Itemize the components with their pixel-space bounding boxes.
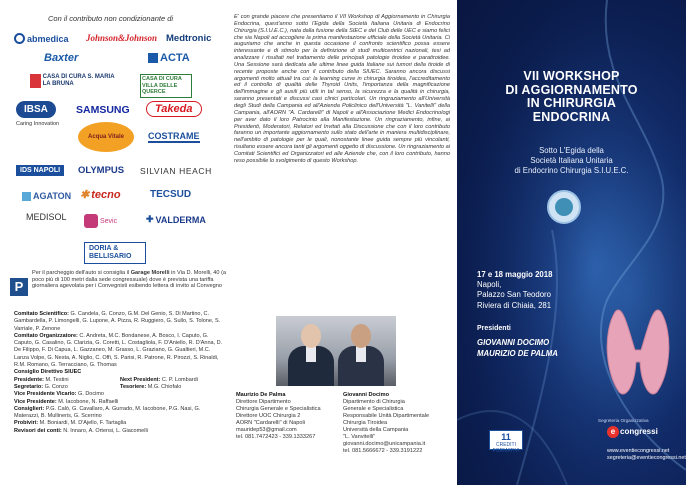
logo-costrame: COSTRAME [148,131,200,141]
logo-tecno: ✱ tecno [80,188,121,201]
organizing-committee: Comitato Organizzatore: C. Andreta, M.C. Bondanese, A. Bosco, I. Caputo, G. Caputo, G. Casalino, G. Clarizia, G. Coretti, L. Costagliola, F. D'Aniello, R. D'Anna, D. De Filippo, F. Di Capua, L. Gazzaneo, M. Grasso, L. Graziano, G. Gualtieri, M.C. Lanza Volpe, G. Nesta, A. Niglio, C. Offi, S. Parisi, R. Patrone, R. Pirozzi, S. Rinaldi, R.M. Romano, G. Terracciano, G. Thomas [14,332,223,369]
logo-acqua-vitale: Acqua Vitale [78,122,134,152]
logo-caring-innovation: Caring Innovation [16,121,60,127]
presidents-photo [276,316,396,386]
intro-text: E' con grande piacere che presentiamo il VII Workshop di Aggiornamento in Chirurgia Endocrina, quest'anno sotto l'Egida della Società Italiana Unitaria di Endocrino Chirurgia (S.I.U.E.C.), nata dalla fusione della SIEC e del Club delle UEC e siamo felici che sia Napoli ad accogliere la prima manifestazione ufficiale della Società Unitaria. Ci auguriamo che anche in questa occasione il confronto scientifico possa essere interessante e di stimolo per la definizione di studi multicentrici nazionali, tesi ad analizzare i risultati nel trattamento delle principali patologie tiroidee e paratiroidee. Una Sessione sarà dedicata alle ultime linee guida Italiane sui tumori della tiroide di recente proposte anche con il contributo della SIUEC. Saranno ancora discussi argomenti molto attuali tra cui: la learning curve in chirurgia tiroidea, l'accreditamento ed il controllo di qualità delle Thyroid Units, l'importanza della magnificazione dell'immagine e gli ausili più utili in tal senso, la sicurezza e la qualità in chirurgia, saranno presentati e discussi casi clinici particolari. Un ringraziamento all'Università degli Studi della Campania ed all'Azienda Policlinico dell'Università "L. Vanitelli" della Campania, all'AORN "A. Cardarelli" di Napoli e all'Associazione Medici Endocrinologi per aver dato il loro Patrocinio alla Manifestazione. Un ringraziamento, infine, ai Presidenti, Moderatori, Relatori ed Invitati alla Discussione che con il loro contributo faranno un importante aggiornamento sullo stato dell'arte in maniera multidisciplinare, nell'ambito di patologie per le quali, nonostante linee guida sempre più vincolanti, risultano essere ancora tanti gli argomenti oggetto di discussione. Un ringraziamento ai Comitati Scientifici ed Organizzatori ed alle Aziende che, con il loro contributo, hanno reso possibile lo svolgimento di questo Workshop. [234,14,450,164]
logo-villa-querce: CASA DI CURA VILLA DELLE QUERCE [140,74,192,98]
logo-olympus: OLYMPUS [78,165,125,176]
presidents-label: Presidenti [477,325,511,332]
workshop-title: VII WORKSHOP DI AGGIORNAMENTO IN CHIRURGIA ENDOCRINA [505,69,638,124]
logo-johnson: Johnson&Johnson [86,33,158,43]
presidents-names: GIOVANNI DOCIMO MAURIZIO DE PALMA [477,338,558,358]
egida-subtitle: Sotto L'Egida della Società Italiana Unitaria di Endocrino Chirurgia S.I.U.E.C. [514,146,629,175]
cover-panel [457,0,686,485]
scientific-committee: Comitato Scientifico: G. Candela, G. Conzo, G.M. Del Genio, S. Di Martino, C. Gambardella, P. Limongelli, G. Lupone, A. Pizza, R. Ruggiero, G. Sullo, S. Tolone, S. Varriale, P. Zenone [14,311,221,332]
council-next-president: Next President: C. P. Lombardi [120,376,198,383]
logo-samsung: SAMSUNG [76,104,130,116]
committees-section [14,311,226,435]
logo-sevic: Sevic [84,214,117,228]
left-panel [0,0,228,485]
council-councillors: Consiglieri: P.G. Calò, G. Cavallaro, A. Gurrado, M. Iacobone, P.G. Nasi, G. Materazzi, B. Mullineris, G. Scerrino [14,405,201,420]
logo-acta: ACTA [148,52,190,64]
council-secretary: Segretario: G. Conzo [14,383,68,390]
logo-takeda: Takeda [146,101,202,117]
parking-info [6,270,228,306]
logo-valderma: ✚ VALDERMA [146,214,206,225]
logo-agaton: AGATON [22,191,71,201]
logo-baxter: Baxter [44,52,79,64]
council-proboviri: Probiviri: M. Boniardi, M. D'Ajello, F. Tartaglia [14,420,127,427]
person-right [338,324,384,386]
parking-icon: P [10,278,28,296]
logo-ids-napoli: IDS NAPOLI [16,165,64,176]
logo-santa-maria: CASA DI CURA S. MARIA LA BRUNA [30,74,122,88]
bio-de-palma: Maurizio De Palma Direttore Dipartimento Chirurgia Generale e Specialistica Direttore UOC Chirurgia 2 AORN "Cardarelli" di Napoli mauridep53@gmail.com tel. 081.7472423 - 339.1333267 [236,392,321,440]
middle-panel [228,0,457,485]
ecm-credits-badge: 11 CREDITI FORMATIVI [489,430,523,450]
organizer-label: Segreteria Organizzativa [598,418,649,423]
person-left [288,324,334,386]
council-vice: Vice Presidente: M. Iacobone, N. Raffaelli [14,398,119,405]
logo-ibsa: IBSA [16,101,56,118]
council-officers [14,377,226,392]
bio-docimo: Giovanni Docimo Dipartimento di Chirurgia Generale e Specialistica Responsabile Unità Dipartimentale Chirurgia Tiroidea Università della Campania "L. Vanvitelli" giovanni.docimo@unicampania.it tel. 081.5666672 - 339.3191222 [343,392,430,454]
logo-medtronic: Medtronic [166,33,212,44]
thyroid-icon [603,302,673,402]
council-auditors: Revisori dei conti: N. Innaro, A. Ortensi, L. Giacomelli [14,427,148,434]
council-president: Presidente: M. Testini [14,376,69,383]
event-info: 17 e 18 maggio 2018 Napoli, Palazzo San Teodoro Riviera di Chiaia, 281 [477,270,553,310]
logo-abmedica: abmedica [14,33,69,44]
organizer-logo: e congressi [607,426,673,444]
council-vice-vicar: Vice Presidente Vicario: G. Docimo [14,391,104,398]
council-treasurer: Tesoriere: M.G. Chiofalo [120,383,182,390]
directive-council-title: Consiglio Direttivo SIUEC [14,369,82,376]
parking-text: Per il parcheggio dell'auto si consiglia il Garage Morelli in Via D. Morelli, 40 (a poco più di 100 metri dalla sede congressuale) dove è prevista una tariffa giornaliera agevolata per i Convegnisti esibendo lettera di invito al Convegno [32,270,227,290]
sponsor-title: Con il contributo non condizionante di [48,14,174,23]
logo-tecsud: TECSUD [150,189,192,200]
logo-medisol: MEDISOL [26,212,67,222]
logo-doria-bellisario: DORIA & BELLISARIO [84,242,146,264]
organizer-contacts: www.eventiecongressi.net segreteria@eventiecongressi.net [607,448,686,461]
logo-silvian-heach: SILVIAN HEACH [140,166,212,176]
siuec-logo-icon [547,190,581,224]
